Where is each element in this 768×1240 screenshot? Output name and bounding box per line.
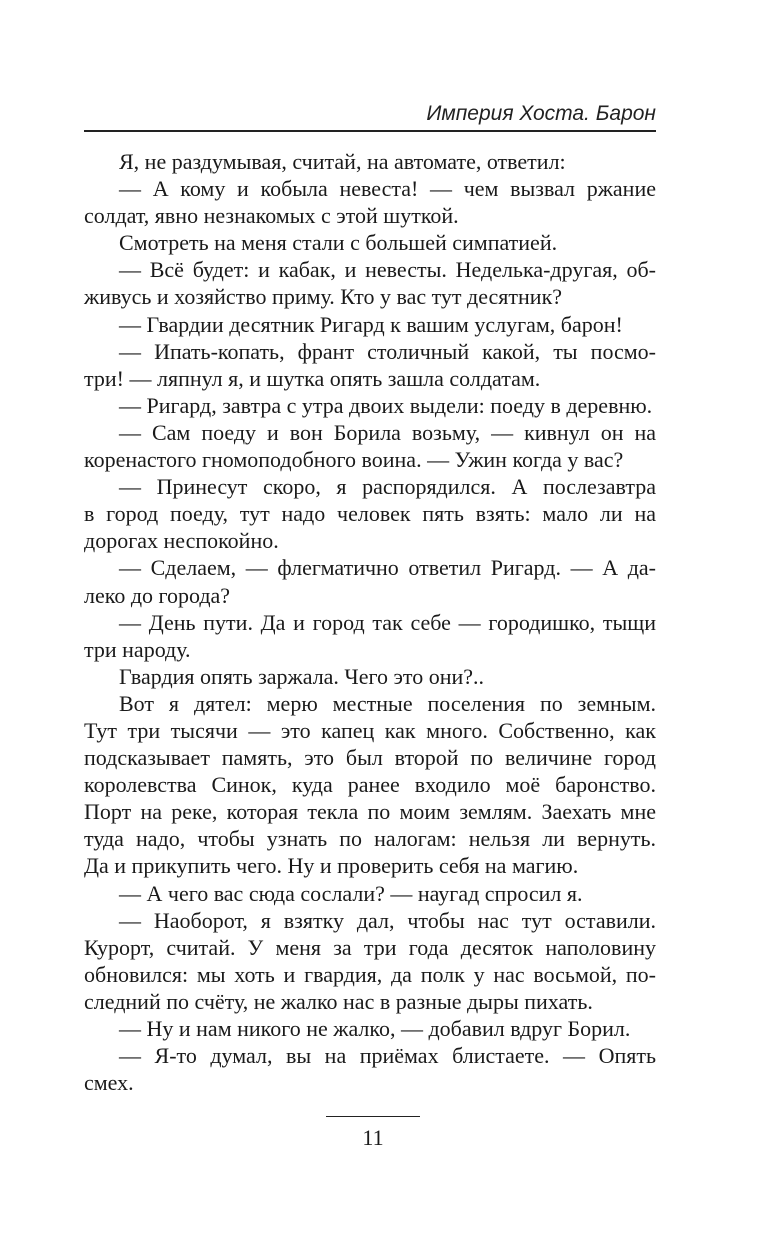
text-line: в город поеду, тут надо человек пять взять: мало ли на: [84, 501, 656, 527]
text-line: коренастого гномоподобного воина. — Ужин когда у вас?: [84, 447, 624, 473]
text-line: — Я-то думал, вы на приёмах блистаете. — Опять: [119, 1043, 656, 1069]
text-line: — А чего вас сюда сослали? — наугад спросил я.: [119, 880, 583, 906]
text-line: Тут три тысячи — это капец как много. Собственно, как: [84, 717, 656, 743]
text-line: обновился: мы хоть и гвардия, да полк у нас восьмой, по-: [84, 961, 656, 987]
text-line: — Ну и нам никого не жалко, — добавил вдруг Борил.: [119, 1016, 631, 1041]
text-line: — А кому и кобыла невеста! — чем вызвал ржание: [119, 176, 656, 202]
text-line: Вот я дятел: мерю местные поселения по земным.: [119, 690, 656, 716]
page-number: 11: [362, 1125, 384, 1150]
text-line: — Гвардии десятник Ригард к вашим услугам, барон!: [119, 311, 623, 337]
text-line: следний по счёту, не жалко нас в разные дыры пихать.: [84, 988, 593, 1014]
text-line: подсказывает память, это был второй по величине город: [84, 745, 656, 771]
text-line: Порт на реке, которая текла по моим землям. Заехать мне: [84, 799, 656, 825]
text-line: Курорт, считай. У меня за три года десяток наполовину: [84, 934, 656, 960]
text-line: — Сделаем, — флегматично ответил Ригард. — А да-: [119, 555, 656, 581]
text-line: Гвардия опять заржала. Чего это они?..: [119, 663, 485, 689]
text-line: — Ипать-копать, франт столичный какой, ты посмо-: [119, 338, 656, 364]
text-line: три народу.: [84, 636, 191, 662]
page-body-text: [84, 148, 656, 1096]
text-line: живусь и хозяйство приму. Кто у вас тут десятник?: [84, 284, 563, 310]
text-line: солдат, явно незнакомых с этой шуткой.: [84, 203, 459, 229]
footer-rule: [326, 1116, 420, 1117]
text-line: смех.: [84, 1070, 134, 1096]
text-line: три! — ляпнул я, и шутка опять зашла солдатам.: [84, 365, 541, 391]
text-line: Да и прикупить чего. Ну и проверить себя на магию.: [84, 853, 579, 879]
text-line: — Наоборот, я взятку дал, чтобы нас тут оставили.: [119, 907, 656, 933]
text-line: — Всё будет: и кабак, и невесты. Неделька-другая, об-: [119, 257, 656, 283]
running-head: Империя Хоста. Барон: [426, 102, 656, 125]
text-line: королевства Синок, куда ранее входило моё баронство.: [84, 772, 656, 798]
header-rule: [84, 130, 656, 132]
text-line: — Сам поеду и вон Борила возьму, — кивнул он на: [119, 419, 656, 445]
text-line: туда надо, чтобы узнать по налогам: нельзя ли вернуть.: [84, 826, 656, 852]
text-line: — День пути. Да и город так себе — городишко, тыщи: [119, 609, 656, 635]
text-line: Я, не раздумывая, считай, на автомате, ответил:: [119, 149, 566, 174]
text-line: дорогах неспокойно.: [84, 528, 279, 554]
text-line: Смотреть на меня стали с большей симпатией.: [119, 230, 558, 256]
text-line: — Ригард, завтра с утра двоих выдели: поеду в деревню.: [119, 392, 653, 418]
text-line: леко до города?: [84, 582, 231, 608]
text-line: — Принесут скоро, я распорядился. А послезавтра: [119, 474, 656, 500]
